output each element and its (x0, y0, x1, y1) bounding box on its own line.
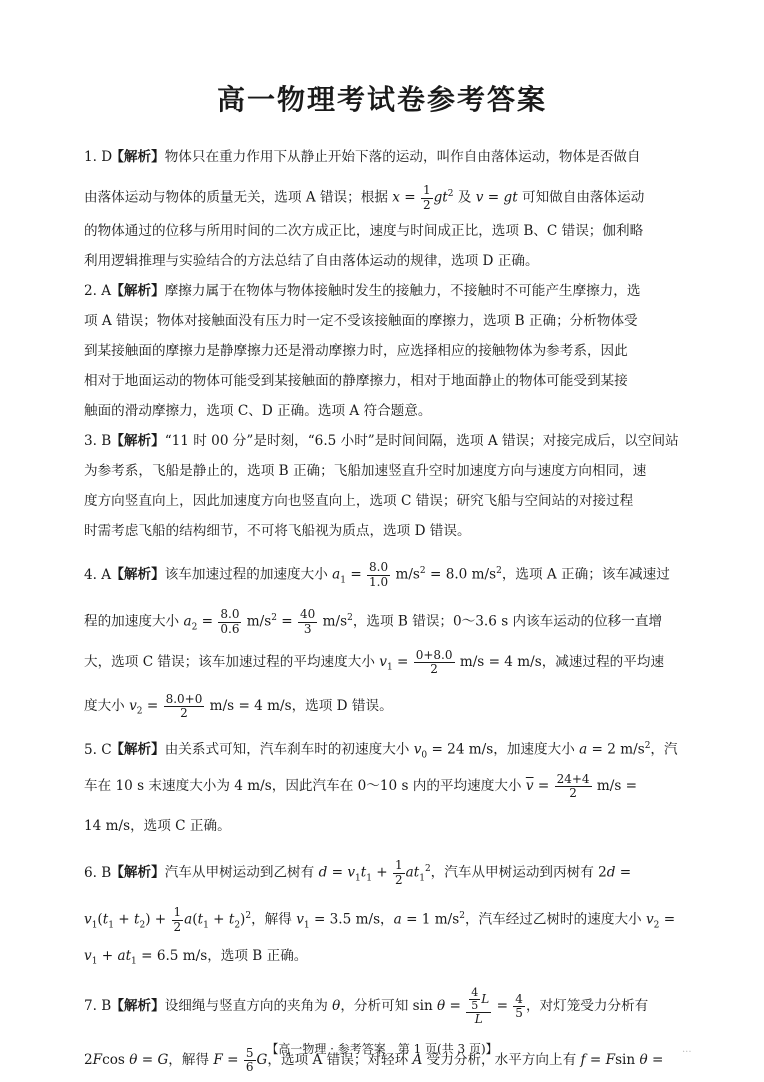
answer-2-line-1: 2. A 【解析】摩擦力属于在物体与物体接触时发生的接触力，不接触时不可能产生摩擦力，选 (108, 276, 708, 306)
analysis-tag: 【解析】 (110, 433, 165, 449)
answer-2 (84, 276, 708, 426)
fraction: $\frac{8.0}{0.6}$ (220, 607, 240, 636)
analysis-tag: 【解析】 (110, 864, 165, 881)
answer-3-number: 3. B (84, 433, 112, 449)
answer-6 (84, 844, 708, 974)
answer-1-line-4: 利用逻辑推理与实验结合的方法总结了自由落体运动的规律，选项 D 正确。 (84, 253, 539, 269)
answer-7-line-1: 7. B 【解析】设细绳与竖直方向的夹角为 θ，分析可知 sin θ = $\frac{4}{5}$ L L = $\frac{4}{5}$ ，对灯笼受力分析有 (108, 974, 708, 1038)
answer-5-number: 5. C (84, 741, 112, 758)
answer-2-line-5: 触面的滑动摩擦力，选项 C、D 正确。选项 A 符合题意。 (84, 403, 432, 419)
fraction: $\frac{4}{5}$ (471, 985, 479, 1012)
page-title: 高一物理考试卷参考答案 (216, 83, 547, 116)
answer-7 (84, 974, 708, 1082)
analysis-tag: 【解析】 (110, 566, 165, 583)
answer-6-line-1: 6. B 【解析】汽车从甲树运动到乙树有 $d = v_1t_1$ + $\frac{1}{2}$ $at_1^2$，汽车从甲树运动到丙树有 2d = (108, 844, 708, 894)
answer-2-line-4: 相对于地面运动的物体可能受到某接触面的静摩擦力，相对于地面静止的物体可能受到某接 (84, 373, 628, 389)
answer-2-line-2: 项 A 错误；物体对接触面没有压力时一定不受该接触面的摩擦力，选项 B 正确；分析物体受 (84, 313, 638, 329)
answer-1-line-2: 由落体运动与物体的质量无关，选项 A 错误；根据 x = $\frac{1}{2}$ $gt^2$ 及 v = gt 可知做自由落体运动 (84, 183, 645, 212)
fraction: $\frac{1}{2}$ (394, 858, 403, 887)
answer-6-line-3: $v_1 + at_1 = 6.5$ m/s，选项 B 正确。 (84, 948, 308, 967)
answer-5-line-1: 5. C 【解析】由关系式可知，汽车刹车时的初速度大小 $v_0 = 24$ m/s，加速度大小 a = 2 $m/s^2$，汽 (108, 728, 708, 764)
answer-3 (84, 426, 708, 546)
fraction: $\frac{8.0}{1.0}$ (369, 560, 389, 589)
answer-6-number: 6. B (84, 864, 112, 881)
answer-1-number: 1. D (84, 149, 113, 165)
answer-4-line-4: 度大小 $v_2$ = $\frac{8.0+0}{2}$ m/s = 4 m/s，选项 D 错误。 (84, 691, 393, 720)
answer-2-line-3: 到某接触面的摩擦力是静摩擦力还是滑动摩擦力时，应选择相应的接触物体为参考系，因此 (84, 343, 628, 359)
answer-6-line-2: $v_1(t_1 + t_2)$ + $\frac{1}{2}$ $a(t_1 + t_2)^2$，解得 $v_1 = 3.5$ m/s，a = 1 $m/s^2$，汽车经过乙树时的速度大小 $v_2$ = (84, 905, 676, 934)
answer-3-line-3: 度方向竖直向上，因此加速度方向也竖直向上，选项 C 错误；研究飞船与空间站的对接过程 (84, 493, 634, 509)
analysis-tag: 【解析】 (110, 149, 165, 165)
answer-4-number: 4. A (84, 566, 112, 583)
answer-5 (84, 728, 708, 844)
answer-1 (84, 142, 708, 276)
answer-4 (84, 546, 708, 728)
answer-5-line-3: 14 m/s，选项 C 正确。 (84, 818, 231, 834)
footer-dots: ... (682, 1044, 692, 1055)
answer-2-number: 2. A (84, 283, 112, 299)
answer-1-line-1: 1. D 【解析】物体只在重力作用下从静止开始下落的运动，叫作自由落体运动，物体是否做自 (108, 142, 708, 172)
fraction: $\frac{1}{2}$ (422, 183, 431, 212)
answer-4-line-3: 大，选项 C 错误；该车加速过程的平均速度大小 $v_1$ = $\frac{0+8.0}{2}$ m/s = 4 m/s，减速过程的平均速 (84, 647, 665, 676)
page-footer: 【高一物理 · 参考答案 第 1 页(共 3 页)】 (266, 1042, 498, 1056)
fraction: $\frac{4}{5}$ (515, 991, 523, 1020)
answer-3-line-1: 3. B 【解析】“11 时 00 分”是时刻，“6.5 小时”是时间间隔，选项 A 错误；对接完成后，以空间站 (108, 426, 708, 456)
answer-5-line-2: 车在 10 s 末速度大小为 4 m/s，因此汽车在 0～10 s 内的平均速度大小 $\overline{v}$ = $\frac{24+4}{2}$ m/s = (84, 771, 638, 800)
answer-3-line-4: 时需考虑飞船的结构细节，不可将飞船视为质点，选项 D 错误。 (84, 523, 471, 539)
answer-7-line-2: 2Fcos θ = G，解得 F = $\frac{5}{6}$ G，选项 A 错误；对轻环 A 受力分析，水平方向上有 f = Fsin θ = (84, 1045, 664, 1074)
fraction: $\frac{8.0+0}{2}$ (165, 691, 203, 720)
analysis-tag: 【解析】 (110, 741, 165, 758)
analysis-tag: 【解析】 (110, 283, 165, 299)
answer-7-number: 7. B (84, 998, 112, 1014)
fraction: $\frac{5}{6}$ (245, 1045, 254, 1074)
fraction: $\frac{24+4}{2}$ (556, 771, 590, 800)
answer-4-line-1: 4. A 【解析】该车加速过程的加速度大小 $a_1$ = $\frac{8.0}{1.0}$ $m/s^2 = 8.0$ $m/s^2$，选项 A 正确；该车减速过 (108, 546, 708, 596)
compound-fraction: $\frac{4}{5}$ L L (466, 987, 491, 1026)
fraction: $\frac{40}{3}$ (300, 607, 316, 636)
fraction: $\frac{0+8.0}{2}$ (415, 647, 453, 676)
answer-list (84, 142, 708, 1082)
answer-3-line-2: 为参考系，飞船是静止的，选项 B 正确；飞船加速竖直升空时加速度方向与速度方向相同，速 (84, 463, 647, 479)
answer-4-line-2: 程的加速度大小 $a_2$ = $\frac{8.0}{0.6}$ $m/s^2$ = $\frac{40}{3}$ $m/s^2$，选项 B 错误；0～3.6 s 内该车运动的位移一直增 (84, 607, 663, 636)
analysis-tag: 【解析】 (110, 998, 165, 1014)
answer-1-line-3: 的物体通过的位移与所用时间的二次方成正比，速度与时间成正比，选项 B、C 错误；伽利略 (84, 223, 644, 239)
fraction: $\frac{1}{2}$ (173, 905, 182, 934)
